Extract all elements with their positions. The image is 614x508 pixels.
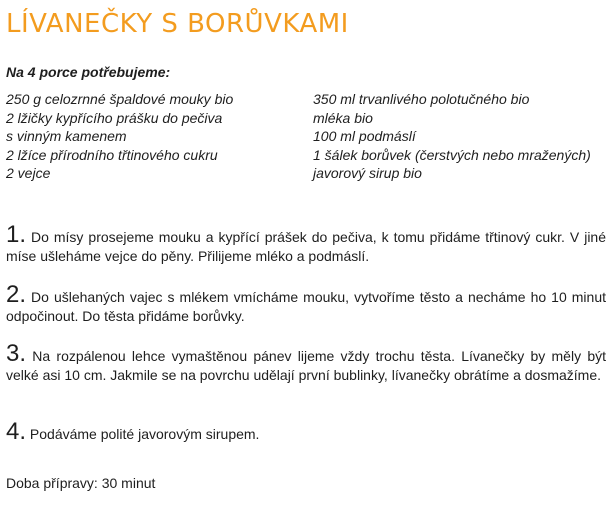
step-text: Do mísy prosejeme mouku a kypřící prášek do pečiva, k tomu přidáme třtinový cukr. V jiné míse ušleháme vejce do pěny. Přilijeme mléko a podmáslí. [6, 229, 606, 264]
ingredient-line: javorový sirup bio [313, 165, 422, 181]
ingredient-line: 250 g celozrnné špaldové mouky bio [6, 91, 234, 107]
ingredient-line: mléka bio [313, 109, 373, 126]
ingredient-line: 2 vejce [6, 165, 51, 181]
step-1 [6, 221, 606, 266]
ingredient-line: 2 lžičky kypřícího prášku do pečiva [6, 109, 223, 126]
ingredient-line: s vinným kamenem [6, 128, 127, 144]
ingredient-line: 2 lžíce přírodního třtinového cukru [6, 146, 218, 163]
ingredient-line: 1 šálek borůvek (čerstvých nebo mražených) [313, 146, 591, 163]
prep-time: Doba přípravy: 30 minut [6, 475, 156, 491]
step-text: Na rozpálenou lehce vymaštěnou pánev lijeme vždy trochu těsta. Lívanečky by měly být velké asi 10 cm. Jakmile se na povrchu udělají první bublinky, lívanečky obrátíme a dosmažíme. [6, 348, 606, 383]
ingredient-line: 350 ml trvanlivého polotučného bio [313, 91, 530, 107]
step-number: 3. [6, 340, 27, 367]
step-text: Podáváme polité javorovým sirupem. [29, 426, 260, 442]
step-text: Do ušlehaných vajec s mlékem vmícháme mouku, vytvoříme těsto a necháme ho 10 minut odpočinout. Do těsta přidáme borůvky. [6, 289, 607, 324]
step-3 [6, 340, 606, 385]
servings-heading: Na 4 porce potřebujeme: [6, 64, 171, 80]
step-number: 4. [6, 418, 27, 445]
ingredient-line: 100 ml podmáslí [313, 128, 416, 144]
recipe-title: LÍVANEČKY S BORŮVKAMI [6, 9, 349, 39]
step-2 [6, 281, 607, 326]
ingredients-left-column [6, 90, 296, 183]
step-4 [6, 418, 606, 445]
step-number: 2. [6, 281, 27, 308]
step-number: 1. [6, 221, 27, 248]
ingredients-right-column [313, 90, 608, 183]
